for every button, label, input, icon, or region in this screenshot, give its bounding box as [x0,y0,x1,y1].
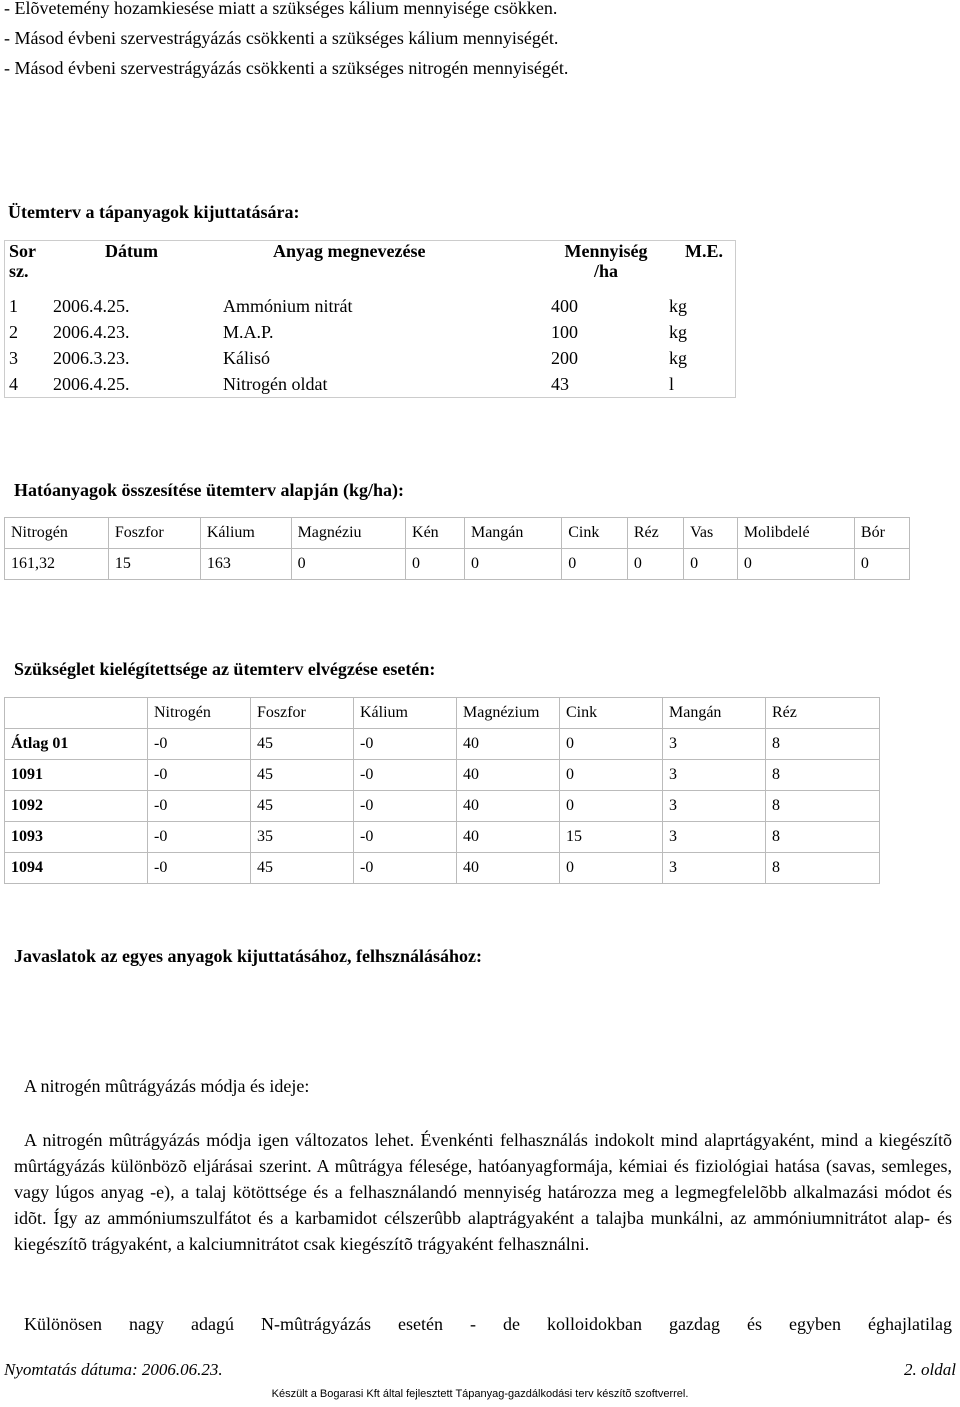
need-cell: 45 [251,760,354,791]
need-row-label: Átlag 01 [5,729,148,760]
print-date: Nyomtatás dátuma: 2006.06.23. [4,1360,223,1379]
need-cell: -0 [354,822,457,853]
intro-line-1: - Elõvetemény hozamkiesése miatt a szükséges kálium mennyisége csökken. [4,0,558,18]
need-cell: 40 [457,791,560,822]
need-cell: -0 [148,791,251,822]
row-date: 2006.4.25. [53,295,130,316]
need-header-cell: Kálium [354,698,457,729]
intro-line-3: - Másod évbeni szervestrágyázás csökkenti a szükséges nitrogén mennyiségét. [4,58,569,78]
need-cell: -0 [148,760,251,791]
intro-line-2: - Másod évbeni szervestrágyázás csökkenti a szükséges kálium mennyiségét. [4,28,559,48]
summary-header-cell: Kálium [200,518,291,549]
col-sor-header [5,241,50,294]
need-cell: 3 [663,853,766,884]
summary-header-row [5,518,910,549]
row-unit: kg [669,295,687,316]
row-number: 1 [9,295,18,316]
need-header-cell: Magnézium [457,698,560,729]
need-cell: 45 [251,791,354,822]
need-cell: -0 [148,853,251,884]
need-cell: 40 [457,729,560,760]
need-row [5,729,880,760]
summary-header-cell: Bór [854,518,909,549]
need-cell: 45 [251,853,354,884]
need-cell: 40 [457,822,560,853]
summary-header-cell: Kén [406,518,465,549]
need-header-cell: Mangán [663,698,766,729]
row-quantity: 43 [551,373,569,394]
summary-table [4,517,910,580]
row-number: 3 [9,347,18,368]
row-quantity: 400 [551,295,578,316]
summary-header-cell: Mangán [464,518,561,549]
need-cell: -0 [148,729,251,760]
need-cell: 8 [766,822,880,853]
need-cell: 0 [560,853,663,884]
need-cell: 40 [457,760,560,791]
need-row [5,760,880,791]
need-cell: 0 [560,729,663,760]
col-datum-header: Dátum [105,241,158,261]
need-cell: 8 [766,760,880,791]
col-menny-label: Mennyiség [564,241,648,261]
need-cell: 0 [560,760,663,791]
summary-header-cell: Réz [627,518,683,549]
need-header-cell: Cink [560,698,663,729]
need-header-cell: Réz [766,698,880,729]
row-material: Nitrogén oldat [223,373,328,394]
need-row-label: 1094 [5,853,148,884]
summary-value-cell: 0 [684,549,738,580]
col-anyag-header: Anyag megnevezése [273,241,426,261]
row-quantity: 200 [551,347,578,368]
need-cell: 3 [663,760,766,791]
row-material: Ammónium nitrát [223,295,353,316]
summary-value-cell: 0 [854,549,909,580]
need-cell: 3 [663,791,766,822]
row-date: 2006.4.25. [53,373,130,394]
need-cell: 45 [251,729,354,760]
summary-header-cell: Magnéziu [291,518,405,549]
need-cell: 8 [766,853,880,884]
summary-value-cell: 0 [464,549,561,580]
col-sz-label: sz. [9,261,29,281]
need-cell: -0 [148,822,251,853]
summary-value-cell: 0 [291,549,405,580]
recommend-heading: Javaslatok az egyes anyagok kijuttatásához, felhsználásához: [14,946,483,966]
summary-value-cell: 161,32 [5,549,109,580]
summary-header-cell: Cink [562,518,628,549]
schedule-row [5,345,736,371]
need-row [5,791,880,822]
nitrogen-subheading: A nitrogén mûtrágyázás módja és ideje: [24,1076,310,1096]
need-row-label: 1092 [5,791,148,822]
col-ha-label: /ha [593,261,618,281]
row-unit: kg [669,321,687,342]
need-cell: 15 [560,822,663,853]
need-heading: Szükséglet kielégítettsége az ütemterv elvégzése esetén: [14,659,436,679]
need-cell: 3 [663,822,766,853]
paragraph-nitrogen: A nitrogén mûtrágyázás módja igen változatos lehet. Évenkénti felhasználás indokolt mind alaprtágyaként, mind a kiegészítõ mûrtágyázás különbözõ eljárásai szerint. A mûtrágya félesége, hatóanyagformája, kémiai és fiziológiai hatása (savas, semleges, vagy lúgos anyag -e), a talaj kötöttsége és a felhasználandó mennyiség határozza meg a legmegfelelõbb alkalmazási módot és idõt. Így az ammóniumszulfátot és a karbamidot célszerûbb alaptrágyaként a talajba munkálni, az ammóniumnitrátot alap- és kiegészítõ trágyaként, a kalciumnitrátot csak kiegészítõ trágyaként felhasználni. [14,1130,952,1254]
need-header-cell: Foszfor [251,698,354,729]
need-cell: 8 [766,791,880,822]
need-cell: 3 [663,729,766,760]
row-date: 2006.3.23. [53,347,130,368]
schedule-header-row [5,241,736,294]
paragraph-continued: Különösen nagy adagú N-mûtrágyázás esetén - de kolloidokban gazdag és egyben éghajlatilag [24,1314,952,1334]
col-me-header: M.E. [685,241,723,261]
row-material: Kálisó [223,347,270,368]
need-row [5,822,880,853]
schedule-table [4,240,736,398]
summary-header-cell: Nitrogén [5,518,109,549]
need-row [5,853,880,884]
row-material: M.A.P. [223,321,274,342]
need-cell: 35 [251,822,354,853]
schedule-row [5,371,736,398]
summary-header-cell: Molibdelé [737,518,854,549]
row-date: 2006.4.23. [53,321,130,342]
schedule-heading: Ütemterv a tápanyagok kijuttatására: [8,202,300,222]
summary-value-cell: 0 [737,549,854,580]
need-cell: -0 [354,791,457,822]
need-row-label: 1093 [5,822,148,853]
need-cell: -0 [354,853,457,884]
summary-value-cell: 163 [200,549,291,580]
summary-heading: Hatóanyagok összesítése ütemterv alapján (kg/ha): [14,480,404,500]
row-quantity: 100 [551,321,578,342]
need-row-label: 1091 [5,760,148,791]
summary-header-cell: Foszfor [108,518,200,549]
row-unit: l [669,373,675,394]
page-number: 2. oldal [904,1360,956,1379]
software-credit: Készült a Bogarasi Kft által fejlesztett Tápanyag-gazdálkodási terv készítõ szoftverrel. [271,1388,689,1400]
summary-value-cell: 0 [562,549,628,580]
summary-values-row [5,549,910,580]
summary-value-cell: 0 [627,549,683,580]
summary-header-cell: Vas [684,518,738,549]
need-header-cell [5,698,148,729]
need-cell: 0 [560,791,663,822]
schedule-row [5,293,736,319]
row-unit: kg [669,347,687,368]
need-header-row [5,698,880,729]
summary-value-cell: 0 [406,549,465,580]
need-table [4,697,880,884]
need-cell: -0 [354,729,457,760]
need-cell: 40 [457,853,560,884]
row-number: 2 [9,321,18,342]
need-cell: 8 [766,729,880,760]
col-sor-label: Sor [9,241,36,261]
row-number: 4 [9,373,18,394]
col-menny-header [547,241,665,294]
schedule-row [5,319,736,345]
need-cell: -0 [354,760,457,791]
summary-value-cell: 15 [108,549,200,580]
need-header-cell: Nitrogén [148,698,251,729]
